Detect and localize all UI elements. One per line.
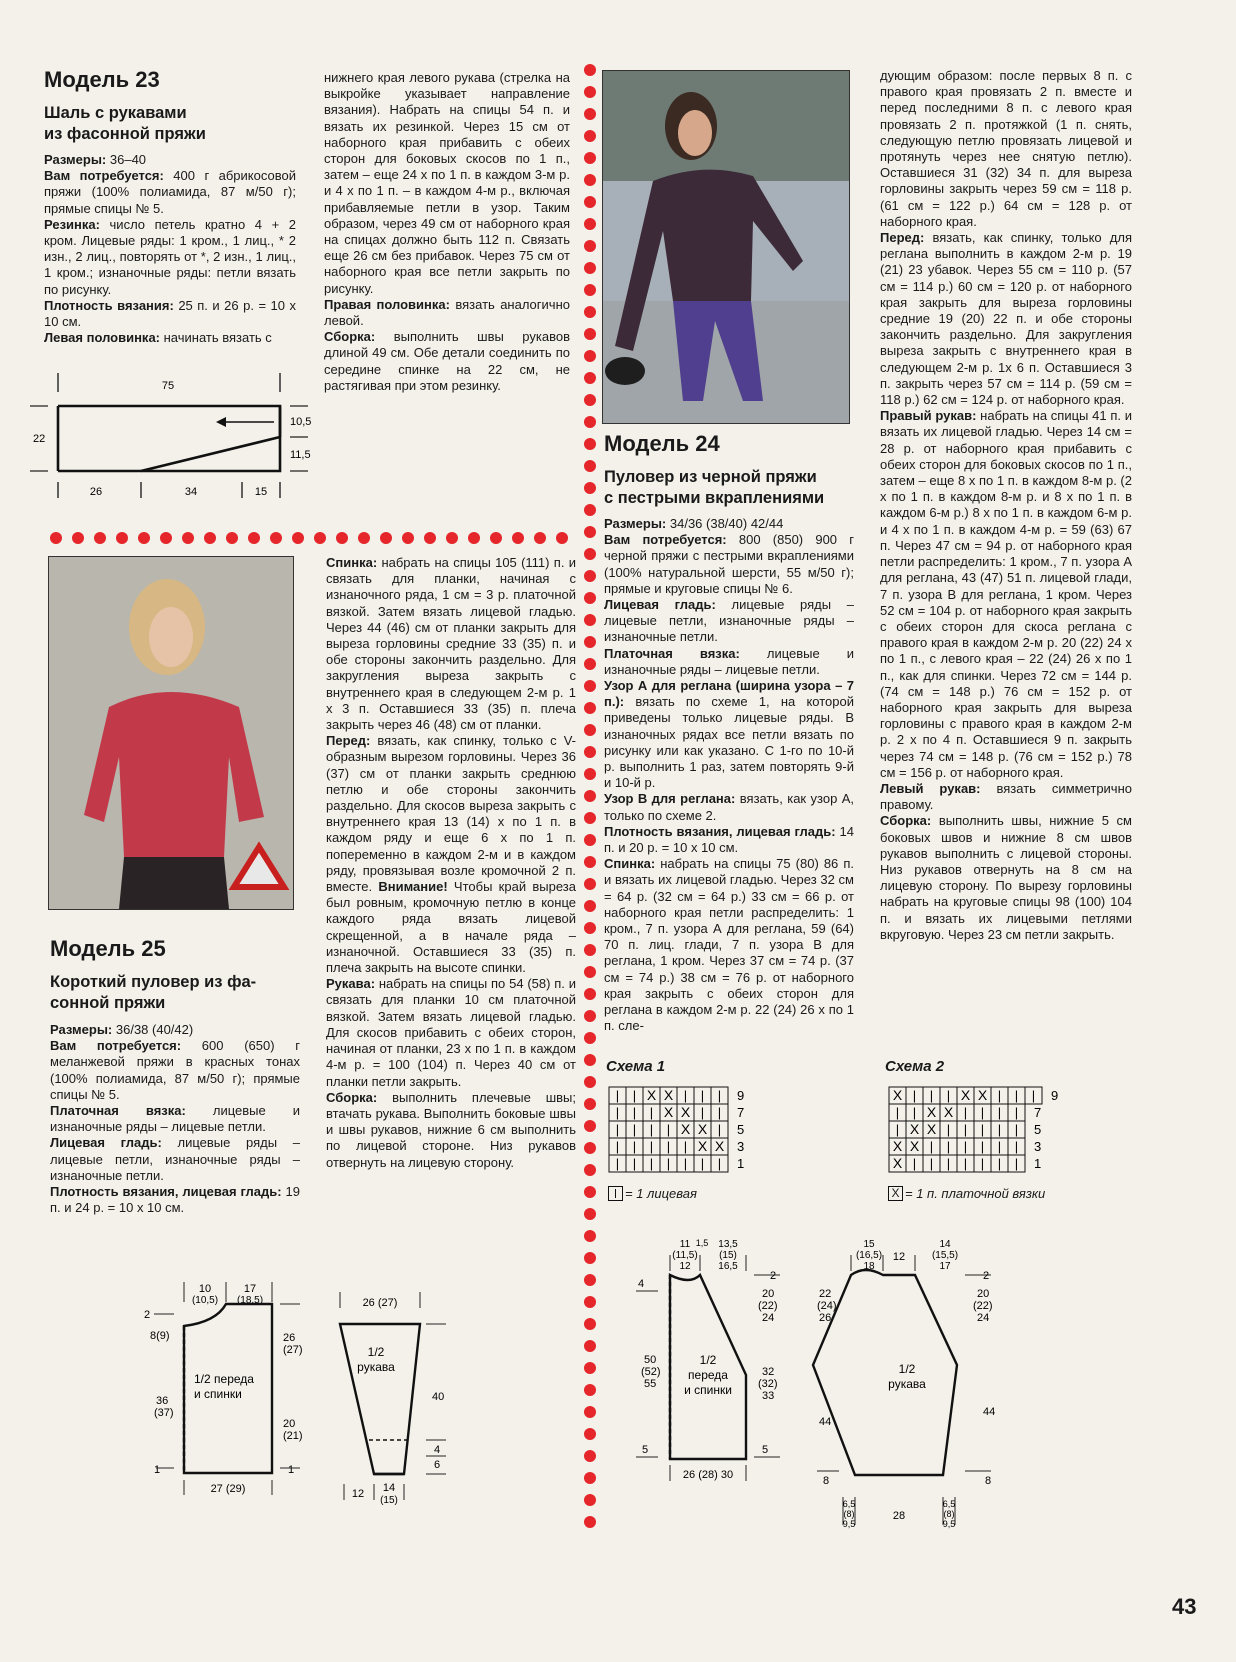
red-dot: [314, 532, 326, 544]
red-dot: [584, 680, 596, 692]
svg-text:(8): (8): [943, 1509, 955, 1519]
red-dot: [584, 1076, 596, 1088]
schema-symbol: |: [666, 1139, 671, 1154]
red-dot: [534, 532, 546, 544]
red-dot: [248, 532, 260, 544]
red-dot-divider-vertical: [584, 64, 596, 1544]
red-dot: [490, 532, 502, 544]
schema-symbol: |: [912, 1156, 917, 1171]
m23-col2-text: нижнего края левого рукава (стрелка на выкройке указывает направление вязания). Набрать на спицы 54 п. и вязать их резинкой. Через 15 см от наборного края прибавить с обеих сторон для боковых скосов по 1 п., затем – еще 24 х по 1 п. в каждом 3-м р. и 4 х по 1 п. – в каждом 4-м р., включая прибавляемые петли в узор. Таким образом, через 49 см от наборного края на спицах должно быть 112 п. Связать еще 26 см без прибавок. Через 75 см от наборного края все петли закрыть по рисунку. Правая половинка: вязать аналогично левой. Сборка: выполнить швы рукавов длиной 49 см. Обе детали соединить по середине спинке на 22 см, не растягивая при этом резинку.: [324, 70, 570, 393]
svg-text:20: 20: [762, 1288, 775, 1300]
red-dot: [336, 532, 348, 544]
schema-symbol: X: [977, 1087, 988, 1103]
red-dot: [584, 1274, 596, 1286]
schema-symbol: |: [649, 1105, 654, 1120]
svg-text:2: 2: [983, 1270, 990, 1282]
svg-text:(22): (22): [758, 1300, 778, 1312]
schema-symbol: X: [714, 1138, 725, 1154]
schema-row-number: 1: [737, 1156, 745, 1171]
svg-text:рукава: рукава: [888, 1377, 926, 1391]
schema-symbol: |: [1014, 1088, 1019, 1103]
svg-text:1/2 переда: 1/2 переда: [194, 1372, 254, 1386]
red-dot: [584, 636, 596, 648]
svg-text:6,5: 6,5: [842, 1499, 856, 1509]
schema-symbol: |: [963, 1105, 968, 1120]
red-dot: [584, 922, 596, 934]
m24-col2-text: дующим образом: после первых 8 п. с правого края провязать 2 п. вместе и перед последними 8 п. с левого края провязать 2 п. протяжкой (1 п. снять, следующую петлю провязать лицевой и протянуть через нее снятую петлю). Оставшиеся 31 (32) 34 п. для выреза горловины закрыть через 59 см = 118 р. (61 см = 122 р.) 64 см = 128 р. от наборного края. Перед: вязать, как спинку, только для реглана выполнить в каждом 2-м р. 19 (21) 23 убавок. Через 55 см = 110 р. (57 см = 114 р.) 60 см = 120 р. от наборного края закрыть для выреза горловины средние 19 (20) 22 п. и обе стороны закончить раздельно. Для закругления выреза закрыть с внутреннего края в следующем 2-м р. 1х 6 п. Оставшиеся 3 п. закрыть через 57 см = 114 р. (59 см = 118 р.) 62 см = 124 р. от наборного края. Правый рукав: набрать на спицы 41 п. и вязать их лицевой гладью. Через 14 см = 28 р. от наборного края прибавить с обеих сторон для боковых скосов по 1 п., затем – еще 8 х по 1 п. в каждом 8-м р. (2 х по 1 п. в каждом 8-м р. и 8 х по 1 п. в каждом 6-м р.) 8 х по 1 п. в каждом 6-м р. и 4 х по 1 п. в каждом 4-м р. = 59 (63) 67 п. Через 47 см = 94 р. от наборного края петли распределить: 1 кром., 7 п. узора А для реглана, 43 (47) 51 п. лицевой глади, 7 п. узора В для реглана, 1 кром. Через 52 см = 104 р. от наборного края закрыть с обеих сторон для скоса реглана с правого края в каждом 2-м р. 20 (22) 24 х по 1 п., с левого края – 22 (24) 26 х по 1 п., как для спинки. Через 72 см = 144 р. (74 см = 148 р.) 76 см = 152 р. от наборного края закрыть для выреза горловины с правого края в каждом 2-м р. 2 х по 4 п. Оставшиеся 9 п. закрыть через 74 см = 148 р. (76 см = 152 р.) 78 см = 156 р. от наборного края. Левый рукав: вязать симметрично правому. Сборка: выполнить швы, нижние 5 см боковых швов и нижние 8 см швов рукавов выполнить с лицевой стороны. Низ рукавов отвернуть на 8 см на лицевую сторону. По вырезу горловины набрать на круговые спицы 98 (100) 104 п. и вязать их лицевыми петлями вкруговую. Через 23 см петли закрыть.: [880, 68, 1132, 942]
svg-text:22: 22: [819, 1288, 832, 1300]
schema-row-number: 3: [737, 1139, 745, 1154]
red-dot: [584, 108, 596, 120]
svg-text:(37): (37): [154, 1407, 174, 1419]
m23-subtitle-2: из фасонной пряжи: [44, 125, 206, 143]
red-dot: [358, 532, 370, 544]
schema-symbol: |: [1014, 1105, 1019, 1120]
schema-symbol: X: [892, 1155, 903, 1171]
schema-2-legend: X = 1 п. платочной вязки: [888, 1186, 1045, 1201]
m24-col1-text: Размеры: 34/36 (38/40) 42/44 Вам потребуется: 800 (850) 900 г черной пряжи с пестрыми вкраплениями (100% натуральной шерсти, 55 м/50 г); прямые и круговые спицы № 6. Лицевая гладь: лицевые ряды – лицевые петли, изнаночные ряды – изнаночные петли. Платочная вязка: лицевые и изнаночные ряды – лицевые петли. Узор А для реглана (ширина узора – 7 п.): вязать по схеме 1, на которой приведены только лицевые ряды. В изнаночных рядах все петли вязать по рисунку или как указано. С 1-го по 10-й р. выполнить 1 раз, затем повторять 9-й и 10-й р. Узор В для реглана: вязать, как узор А, только по схеме 2. Плотность вязания, лицевая гладь: 14 п. и 20 р. = 10 х 10 см. Спинка: набрать на спицы 75 (80) 86 п. и вязать их лицевой гладью. Через 32 см = 64 р. (32 см = 64 р.) 33 см = 66 р. от наборного края петли распределить: 1 кром., 7 п. узора А для реглана, 59 (64) 70 п. лиц. глади, 7 п. узора В для реглана, 1 кром. Через 37 см = 74 р. (37 см = 74 р.) 38 см = 76 р. от наборного края закрыть с обеих сторон для реглана в каждом 2-м р. 22 (24) 26 х по 1 п. сле-: [604, 516, 855, 1034]
svg-text:4: 4: [638, 1278, 645, 1290]
red-dot: [584, 64, 596, 76]
svg-text:1: 1: [288, 1464, 295, 1476]
schema-symbol: |: [615, 1105, 620, 1120]
svg-text:26 (28) 30: 26 (28) 30: [682, 1469, 734, 1481]
red-dot: [584, 570, 596, 582]
schema-symbol: |: [649, 1156, 654, 1171]
schema-symbol: X: [646, 1087, 657, 1103]
schema-symbol: |: [717, 1105, 722, 1120]
red-dot: [584, 1428, 596, 1440]
svg-text:10: 10: [198, 1283, 212, 1295]
svg-text:5: 5: [642, 1444, 649, 1456]
svg-text:(15): (15): [719, 1250, 737, 1261]
m25-sleeve-diagram: [330, 1290, 465, 1510]
red-dot: [584, 856, 596, 868]
svg-text:20: 20: [283, 1418, 296, 1430]
red-dot: [584, 790, 596, 802]
svg-text:28: 28: [892, 1510, 906, 1522]
red-dot: [584, 152, 596, 164]
svg-text:2: 2: [770, 1270, 777, 1282]
red-dot: [584, 812, 596, 824]
schema-1-title: Схема 1: [606, 1058, 666, 1075]
schema-symbol: |: [980, 1156, 985, 1171]
schema-1-legend: = 1 лицевая: [608, 1186, 697, 1201]
schema-symbol: |: [632, 1139, 637, 1154]
red-dot: [584, 394, 596, 406]
red-dot: [380, 532, 392, 544]
red-dot: [584, 372, 596, 384]
schema-symbol: |: [615, 1156, 620, 1171]
m24-body-diagram: [630, 1235, 800, 1495]
schema-symbol: |: [946, 1139, 951, 1154]
red-dot: [270, 532, 282, 544]
schema-symbol: |: [632, 1156, 637, 1171]
red-dot: [424, 532, 436, 544]
m24-sleeve-diagram: [815, 1235, 1025, 1535]
svg-text:34: 34: [184, 486, 198, 498]
schema-symbol: |: [963, 1156, 968, 1171]
schema-symbol: |: [895, 1105, 900, 1120]
svg-text:27 (29): 27 (29): [210, 1483, 246, 1495]
red-dot: [584, 504, 596, 516]
red-dot: [584, 1362, 596, 1374]
schema-symbol: |: [963, 1122, 968, 1137]
red-dot: [468, 532, 480, 544]
svg-text:(32): (32): [758, 1378, 778, 1390]
svg-text:15: 15: [863, 1239, 875, 1250]
red-dot: [584, 1230, 596, 1242]
red-dot: [138, 532, 150, 544]
svg-text:(11,5): (11,5): [672, 1250, 698, 1261]
red-dot: [446, 532, 458, 544]
red-dot: [584, 1296, 596, 1308]
red-dot: [556, 532, 568, 544]
schema-symbol: |: [666, 1122, 671, 1137]
red-dot: [584, 460, 596, 472]
m23-col1-text: Размеры: 36–40 Вам потребуется: 400 г абрикосовой пряжи (100% полиамида, 87 м/50 г); прямые спицы № 5. Резинка: число петель кратно 4 + 2 кром. Лицевые ряды: 1 кром., 1 лиц., * 2 изн., 2 лиц., повторять от *, 2 изн., 1 лиц., 1 кром.; изнаночные ряды: петли вязать по рисунку. Плотность вязания: 25 п. и 26 р. = 10 х 10 см. Левая половинка: начинать вязать с: [44, 152, 296, 346]
schema-symbol: |: [615, 1122, 620, 1137]
m25-subtitle-1: Короткий пуловер из фа-: [50, 973, 257, 991]
schema-symbol: |: [980, 1122, 985, 1137]
svg-text:20: 20: [977, 1288, 990, 1300]
schema-2-grid: [888, 1086, 1059, 1178]
red-dot: [584, 1318, 596, 1330]
schema-row-number: 1: [1034, 1156, 1042, 1171]
svg-text:и спинки: и спинки: [684, 1383, 732, 1397]
svg-text:4: 4: [434, 1444, 441, 1456]
schema-symbol: |: [946, 1122, 951, 1137]
schema-symbol: X: [892, 1087, 903, 1103]
schema-symbol: |: [997, 1122, 1002, 1137]
red-dot: [584, 768, 596, 780]
schema-symbol: |: [997, 1088, 1002, 1103]
red-dot: [584, 130, 596, 142]
schema-symbol: |: [929, 1088, 934, 1103]
schema-symbol: X: [697, 1138, 708, 1154]
red-dot: [584, 218, 596, 230]
schema-symbol: X: [892, 1138, 903, 1154]
red-dot: [584, 526, 596, 538]
schema-symbol: |: [666, 1156, 671, 1171]
svg-text:32: 32: [762, 1366, 775, 1378]
m23-pattern-diagram: [28, 370, 328, 505]
red-dot: [584, 328, 596, 340]
m25-col2-text: Спинка: набрать на спицы 105 (111) п. и связать для планки, начиная с изнаночного ряда, 1 см = 3 р. платочной вязкой. Затем вязать лицевой гладью. Через 44 (46) см от планки закрыть для выреза горловины средние 33 (35) п. и обе стороны закончить раздельно. Для закругления выреза закрыть с внутреннего края в следующем 2-м р. 1 х 3 п. Оставшиеся 33 (35) п. плеча закрыть через 46 (48) см от планки. Перед: вязать, как спинку, только с V-образным вырезом горловины. Через 36 (37) см от планки закрыть среднюю петлю и обе стороны закончить раздельно. Для скосов выреза закрыть с внутреннего края 13 (14) х по 1 п. в каждом ряду и еще 6 х по 1 п. попеременно в каждом 2-м и в каждом ряду, провязывая возле кромочной 2 п. вместе. Внимание! Чтобы край выреза был ровным, кромочную петлю в конце каждого ряда вязать лицевой скрещенной, а в начале ряда – изнаночной. Оставшиеся 33 (35) п. плеча закрыть на высоте спинки. Рукава: набрать на спицы по 54 (58) п. и связать для планки 10 см платочной вязкой. Затем вязать лицевой гладью. Для скосов прибавить с обеих сторон, начиная от планки, 23 х по 1 п. в каждом 4-м р. = 100 (104) п. Через 40 см от планки петли закрыть. Сборка: выполнить плечевые швы; втачать рукава. Выполнить боковые швы и швы рукавов, нижние 6 см выполнить по лицевой стороне. Низ рукавов отвернуть на лицевую сторону.: [326, 555, 576, 1170]
red-dot: [584, 86, 596, 98]
svg-text:17: 17: [243, 1283, 257, 1295]
red-dot: [584, 1494, 596, 1506]
svg-text:(10,5): (10,5): [191, 1295, 219, 1306]
red-dot: [584, 284, 596, 296]
schema-symbol: |: [1014, 1122, 1019, 1137]
svg-text:44: 44: [819, 1416, 832, 1428]
schema-symbol: |: [649, 1139, 654, 1154]
schema-symbol: |: [700, 1105, 705, 1120]
svg-text:6: 6: [434, 1459, 441, 1471]
svg-text:12: 12: [679, 1261, 691, 1272]
svg-text:8: 8: [985, 1475, 992, 1487]
schema-row-number: 5: [737, 1122, 745, 1137]
schema-symbol: |: [700, 1088, 705, 1103]
red-dot: [584, 1186, 596, 1198]
schema-row-number: 9: [1051, 1088, 1059, 1103]
svg-text:1/2: 1/2: [898, 1362, 916, 1376]
svg-text:9,5: 9,5: [942, 1519, 956, 1529]
red-dot: [584, 1032, 596, 1044]
svg-text:(8): (8): [843, 1509, 855, 1519]
schema-symbol: |: [946, 1156, 951, 1171]
m25-subtitle-2: сонной пряжи: [50, 994, 166, 1012]
svg-text:(27): (27): [283, 1344, 303, 1356]
schema-symbol: |: [717, 1088, 722, 1103]
schema-symbol: |: [1031, 1088, 1036, 1103]
schema-symbol: |: [683, 1139, 688, 1154]
red-dot: [584, 1164, 596, 1176]
m25-body-diagram: [140, 1280, 315, 1500]
red-dot: [584, 1208, 596, 1220]
red-dot: [584, 1252, 596, 1264]
red-dot: [584, 1450, 596, 1462]
red-dot: [584, 614, 596, 626]
schema-symbol: |: [946, 1088, 951, 1103]
schema-2-title: Схема 2: [885, 1058, 945, 1075]
svg-text:11: 11: [679, 1239, 691, 1250]
m23-title: Модель 23: [44, 67, 160, 92]
red-dot: [584, 746, 596, 758]
schema-symbol: |: [980, 1105, 985, 1120]
schema-symbol: |: [615, 1139, 620, 1154]
red-dot: [584, 658, 596, 670]
red-dot: [584, 1098, 596, 1110]
red-dot: [584, 592, 596, 604]
red-dot: [584, 1010, 596, 1022]
red-dot: [584, 1120, 596, 1132]
schema-symbol: |: [683, 1156, 688, 1171]
svg-text:26: 26: [819, 1312, 832, 1324]
schema-symbol: |: [1014, 1156, 1019, 1171]
schema-row-number: 9: [737, 1088, 745, 1103]
red-dot: [584, 240, 596, 252]
schema-symbol: |: [717, 1156, 722, 1171]
red-dot: [584, 416, 596, 428]
schema-symbol: |: [929, 1139, 934, 1154]
schema-symbol: |: [980, 1139, 985, 1154]
red-dot: [584, 702, 596, 714]
svg-text:2: 2: [144, 1309, 151, 1321]
schema-symbol: |: [912, 1088, 917, 1103]
svg-text:17: 17: [939, 1261, 951, 1272]
schema-symbol: X: [926, 1104, 937, 1120]
schema-symbol: |: [632, 1105, 637, 1120]
svg-text:(22): (22): [973, 1300, 993, 1312]
red-dot: [584, 1054, 596, 1066]
svg-text:33: 33: [762, 1390, 775, 1402]
m25-photo: [48, 556, 294, 910]
svg-text:13,5: 13,5: [718, 1239, 738, 1250]
svg-text:10,5: 10,5: [290, 416, 312, 428]
red-dot: [584, 1142, 596, 1154]
red-dot: [584, 988, 596, 1000]
svg-text:переда: переда: [688, 1368, 728, 1382]
svg-text:44: 44: [983, 1406, 996, 1418]
schema-symbol: |: [895, 1122, 900, 1137]
schema-symbol: X: [663, 1087, 674, 1103]
schema-symbol: |: [997, 1156, 1002, 1171]
red-dot: [584, 966, 596, 978]
schema-symbol: |: [717, 1122, 722, 1137]
schema-symbol: X: [680, 1104, 691, 1120]
m24-title: Модель 24: [604, 431, 720, 456]
svg-text:и спинки: и спинки: [194, 1387, 242, 1401]
red-dot: [94, 532, 106, 544]
red-dot: [584, 174, 596, 186]
red-dot-divider-horizontal: [50, 532, 570, 544]
svg-text:рукава: рукава: [357, 1360, 395, 1374]
schema-symbol: |: [1014, 1139, 1019, 1154]
red-dot: [402, 532, 414, 544]
red-dot: [72, 532, 84, 544]
schema-row-number: 7: [737, 1105, 745, 1120]
svg-text:14: 14: [382, 1482, 396, 1494]
schema-symbol: |: [963, 1139, 968, 1154]
m23-subtitle-1: Шаль с рукавами: [44, 104, 187, 122]
m25-col1-text: Размеры: 36/38 (40/42) Вам потребуется: 600 (650) г меланжевой пряжи в красных тонах (100% полиамида, 87 м/50 г); прямые спицы № 5. Платочная вязка: лицевые и изнаночные ряды – лицевые петли. Лицевая гладь: лицевые ряды – лицевые петли, изнаночные ряды – изнаночные петли. Плотность вязания, лицевая гладь: 19 п. и 24 р. = 10 х 10 см.: [50, 1022, 301, 1216]
m25-title: Модель 25: [50, 936, 166, 961]
svg-text:14: 14: [939, 1239, 951, 1250]
svg-text:55: 55: [644, 1378, 657, 1390]
svg-text:5: 5: [762, 1444, 769, 1456]
red-dot: [584, 306, 596, 318]
red-dot: [512, 532, 524, 544]
schema-symbol: X: [909, 1138, 920, 1154]
schema-1-grid: [608, 1086, 768, 1178]
schema-symbol: |: [632, 1122, 637, 1137]
schema-symbol: X: [926, 1121, 937, 1137]
svg-text:12: 12: [351, 1488, 365, 1500]
red-dot: [584, 878, 596, 890]
svg-text:40: 40: [432, 1391, 445, 1403]
schema-row-number: 3: [1034, 1139, 1042, 1154]
schema-symbol: X: [943, 1104, 954, 1120]
schema-symbol: X: [680, 1121, 691, 1137]
svg-text:75: 75: [161, 380, 175, 392]
svg-text:(16,5): (16,5): [855, 1250, 883, 1261]
svg-text:22: 22: [33, 433, 46, 445]
svg-text:(15,5): (15,5): [931, 1250, 959, 1261]
m24-subtitle-1: Пуловер из черной пряжи: [604, 468, 817, 486]
schema-row-number: 7: [1034, 1105, 1042, 1120]
red-dot: [160, 532, 172, 544]
red-dot: [182, 532, 194, 544]
svg-text:24: 24: [977, 1312, 990, 1324]
m24-photo-illustration: [603, 71, 849, 423]
svg-text:6,5: 6,5: [942, 1499, 956, 1509]
red-dot: [584, 1516, 596, 1528]
schema-symbol: |: [929, 1156, 934, 1171]
schema-symbol: |: [649, 1122, 654, 1137]
svg-text:26: 26: [89, 486, 103, 498]
red-dot: [584, 438, 596, 450]
red-dot: [584, 262, 596, 274]
svg-text:9,5: 9,5: [842, 1519, 856, 1529]
red-dot: [50, 532, 62, 544]
svg-text:11,5: 11,5: [290, 449, 311, 461]
svg-text:24: 24: [762, 1312, 775, 1324]
red-dot: [204, 532, 216, 544]
red-dot: [584, 944, 596, 956]
red-dot: [584, 1340, 596, 1352]
red-dot: [292, 532, 304, 544]
svg-text:18: 18: [863, 1261, 875, 1272]
m24-photo: [602, 70, 850, 424]
red-dot: [584, 1472, 596, 1484]
svg-text:(18,5): (18,5): [236, 1295, 264, 1306]
svg-text:36: 36: [156, 1395, 169, 1407]
red-dot: [584, 1384, 596, 1396]
m25-photo-illustration: [49, 557, 293, 909]
red-dot: [584, 1406, 596, 1418]
red-dot: [584, 482, 596, 494]
svg-text:1,5: 1,5: [695, 1238, 709, 1248]
svg-text:26 (27): 26 (27): [362, 1297, 398, 1309]
red-dot: [584, 724, 596, 736]
schema-symbol: |: [997, 1139, 1002, 1154]
schema-symbol: |: [912, 1105, 917, 1120]
svg-text:(52): (52): [641, 1366, 661, 1378]
svg-text:15: 15: [254, 486, 268, 498]
m24-subtitle-2: с пестрыми вкраплениями: [604, 489, 825, 507]
schema-symbol: X: [663, 1104, 674, 1120]
svg-text:(15): (15): [380, 1495, 398, 1506]
svg-text:(24): (24): [817, 1300, 837, 1312]
svg-text:12: 12: [892, 1251, 906, 1263]
svg-text:8(9): 8(9): [150, 1330, 170, 1342]
schema-symbol: |: [615, 1088, 620, 1103]
svg-text:(21): (21): [283, 1430, 303, 1442]
knit-stitch-symbol-icon: [608, 1186, 623, 1201]
svg-text:8: 8: [823, 1475, 830, 1487]
svg-text:1/2: 1/2: [699, 1353, 717, 1367]
svg-text:50: 50: [644, 1354, 657, 1366]
schema-symbol: X: [909, 1121, 920, 1137]
schema-symbol: |: [632, 1088, 637, 1103]
red-dot: [116, 532, 128, 544]
red-dot: [584, 350, 596, 362]
page-number: 43: [1172, 1594, 1197, 1619]
svg-text:1: 1: [154, 1464, 161, 1476]
svg-text:16,5: 16,5: [718, 1261, 738, 1272]
schema-symbol: X: [697, 1121, 708, 1137]
red-dot: [584, 834, 596, 846]
schema-row-number: 5: [1034, 1122, 1042, 1137]
schema-symbol: |: [683, 1088, 688, 1103]
schema-symbol: X: [960, 1087, 971, 1103]
garter-stitch-symbol-icon: X: [888, 1186, 903, 1201]
red-dot: [584, 548, 596, 560]
svg-text:1/2: 1/2: [367, 1345, 385, 1359]
schema-symbol: |: [700, 1156, 705, 1171]
red-dot: [584, 900, 596, 912]
schema-symbol: |: [997, 1105, 1002, 1120]
svg-text:26: 26: [283, 1332, 296, 1344]
red-dot: [584, 196, 596, 208]
red-dot: [226, 532, 238, 544]
